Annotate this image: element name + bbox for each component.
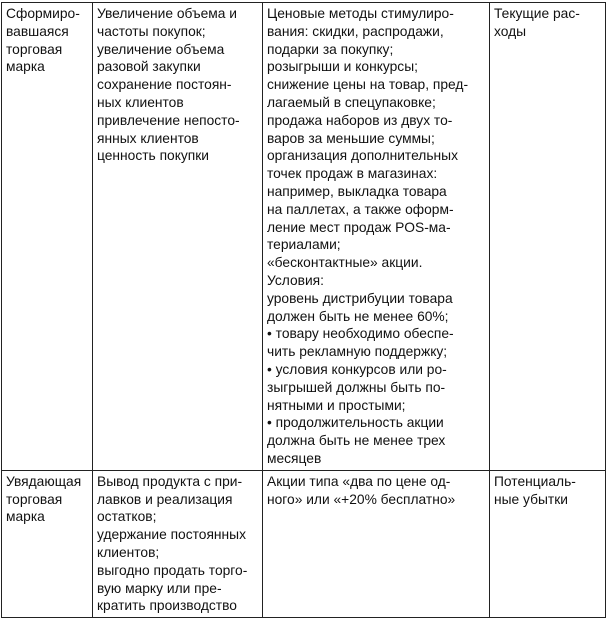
cell-text-line: лагаемый в спецупаковке; (267, 94, 436, 110)
cell-text-line: янных клиентов (97, 130, 199, 146)
table-row (2, 470, 606, 617)
cell-text-line: на паллетах, а также оформ- (267, 201, 454, 217)
cell-text-line: должна быть не менее трех (267, 433, 446, 449)
cell-text-line: вавшаяся (6, 23, 69, 39)
cell-text-line: ходы (494, 23, 527, 39)
cell-text-line: увеличение объема (97, 41, 225, 57)
cell-text-line: Увеличение объема и (97, 6, 237, 21)
methods-cell (263, 470, 490, 617)
table-row (2, 3, 606, 471)
cell-text-line: териалами; (267, 237, 341, 253)
cell-text-line: марка (6, 509, 45, 525)
cell-text-line: Акции типа «два по цене од- (267, 473, 451, 489)
cell-text-line: Условия: (267, 272, 324, 288)
cell-text-line: • условия конкурсов или ро- (267, 361, 447, 377)
cell-text-line: лавков и реализация (97, 491, 233, 507)
cell-text-line: варов за меньшие суммы; (267, 130, 435, 146)
costs-cell (490, 3, 606, 471)
cell-text-line: торговая (6, 491, 63, 507)
stage-cell (2, 470, 93, 617)
costs-cell (490, 470, 606, 617)
cell-text-line: должен быть не менее 60%; (267, 308, 449, 324)
promotion-methods-table (1, 2, 606, 618)
goals-cell (93, 3, 263, 471)
cell-text-line: клиентов; (97, 544, 160, 560)
cell-text-line: розыгрыши и конкурсы; (267, 59, 418, 75)
cell-text-line: выгодно продать торго- (97, 562, 248, 578)
cell-text-line: организация дополнительных (267, 148, 458, 164)
cell-text-line: ного» или «+20% бесплатно» (267, 491, 456, 507)
cell-text-line: снижение цены на товар, пред- (267, 77, 469, 93)
cell-text-line: остатков; (97, 509, 157, 525)
cell-text-line: точек продаж в магазинах: (267, 166, 438, 182)
cell-text-line: привлечение непосто- (97, 112, 240, 128)
cell-text-line: ценность покупки (97, 148, 210, 164)
cell-text-line: Увядающая (6, 473, 82, 489)
cell-text-line: сохранение постоян- (97, 77, 232, 93)
cell-text-line: Потенциаль- (494, 473, 576, 489)
cell-text-line: вания: скидки, распродажи, (267, 23, 444, 39)
cell-text-line: нятными и простыми; (267, 397, 406, 413)
cell-text-line: уровень дистрибуции товара (267, 290, 453, 306)
cell-text-line: Сформиро- (6, 6, 80, 21)
cell-text-line: • продолжительность акции (267, 415, 444, 431)
cell-text-line: чить рекламную поддержку; (267, 344, 448, 360)
cell-text-line: месяцев (267, 450, 322, 466)
methods-cell (263, 3, 490, 471)
cell-text-line: марка (6, 59, 45, 75)
cell-text-line: кратить производство (97, 598, 237, 614)
cell-text-line: например, выкладка товара (267, 183, 447, 199)
cell-text-line: ных клиентов (97, 94, 184, 110)
cell-text-line: Вывод продукта с при- (97, 473, 243, 489)
cell-text-line: подарки за покупку; (267, 41, 394, 57)
cell-text-line: зыгрышей должны быть по- (267, 379, 446, 395)
cell-text-line: ление мест продаж POS-ма- (267, 219, 451, 235)
cell-text-line: разовой закупки (97, 59, 201, 75)
cell-text-line: продажа наборов из двух то- (267, 112, 453, 128)
cell-text-line: ные убытки (494, 491, 568, 507)
cell-text-line: «бесконтактные» акции. (267, 255, 423, 271)
stage-cell (2, 3, 93, 471)
cell-text-line: удержание постоянных (97, 527, 246, 543)
cell-text-line: • товару необходимо обеспе- (267, 326, 454, 342)
cell-text-line: вую марку или пре- (97, 580, 222, 596)
cell-text-line: торговая (6, 41, 63, 57)
goals-cell (93, 470, 263, 617)
cell-text-line: Текущие рас- (494, 6, 580, 21)
cell-text-line: Ценовые методы стимулиро- (267, 6, 454, 21)
cell-text-line: частоты покупок; (97, 23, 206, 39)
